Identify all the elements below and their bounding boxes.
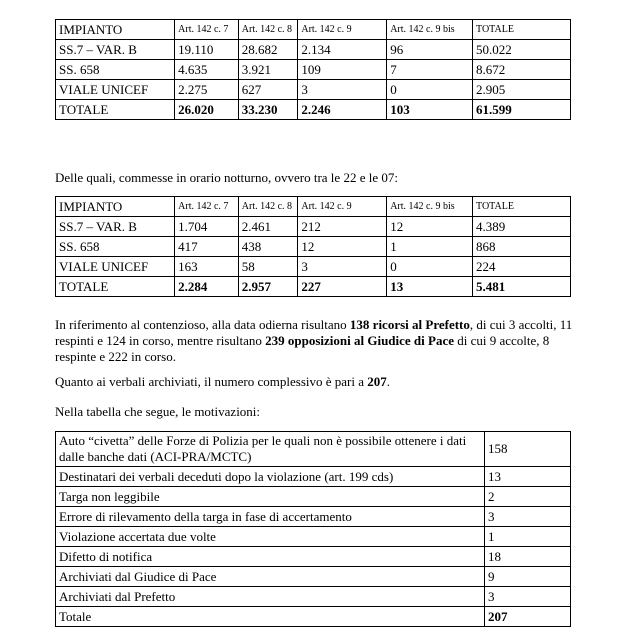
count-cell: 2 <box>485 487 571 507</box>
text-span: . <box>386 374 391 389</box>
table-cell: 8.672 <box>473 60 571 80</box>
table-cell: 12 <box>387 217 473 237</box>
table-cell: 1 <box>387 237 473 257</box>
table-cell: 868 <box>473 237 571 257</box>
night-violations-table <box>55 196 571 297</box>
table-row <box>56 432 571 467</box>
total-cell: 103 <box>387 100 473 120</box>
table-cell: 224 <box>473 257 571 277</box>
night-intro-text: Delle quali, commesse in orario notturno, ovvero tra le 22 e le 07: <box>55 170 398 185</box>
table-row <box>56 507 571 527</box>
header-cell: Art. 142 c. 7 <box>175 197 239 217</box>
table-cell: 28.682 <box>238 40 298 60</box>
total-cell: 26.020 <box>175 100 239 120</box>
table-row <box>56 40 571 60</box>
table-cell: SS. 658 <box>56 237 175 257</box>
header-cell: Art. 142 c. 7 <box>175 20 239 40</box>
header-cell: Art. 142 c. 9 <box>298 197 387 217</box>
table-row <box>56 217 571 237</box>
table-row <box>56 527 571 547</box>
table-cell: 627 <box>238 80 298 100</box>
bold-text: 239 opposizioni al Giudice di Pace <box>265 333 454 348</box>
table-cell: 4.389 <box>473 217 571 237</box>
text-span: In riferimento al contenzioso, alla data odierna risultano <box>55 317 350 332</box>
table-cell: 3 <box>298 257 387 277</box>
table-cell: 109 <box>298 60 387 80</box>
reason-cell: Auto “civetta” delle Forze di Polizia per le quali non è possibile ottenere i dati dalle banche dati (ACI-PRA/MCTC) <box>56 432 485 467</box>
table-cell: 1.704 <box>175 217 239 237</box>
reason-cell: Totale <box>56 607 485 627</box>
count-cell: 3 <box>485 587 571 607</box>
table-row <box>56 547 571 567</box>
total-cell: 61.599 <box>473 100 571 120</box>
total-cell: 33.230 <box>238 100 298 120</box>
total-cell: 2.957 <box>238 277 298 297</box>
bold-text: 207 <box>367 374 387 389</box>
table-row <box>56 60 571 80</box>
table-cell: 19.110 <box>175 40 239 60</box>
total-row <box>56 100 571 120</box>
table-row <box>56 467 571 487</box>
header-cell: Art. 142 c. 8 <box>238 20 298 40</box>
count-cell: 9 <box>485 567 571 587</box>
table-row <box>56 80 571 100</box>
count-cell: 18 <box>485 547 571 567</box>
table-cell: 50.022 <box>473 40 571 60</box>
table-cell: 2.461 <box>238 217 298 237</box>
header-cell: TOTALE <box>473 197 571 217</box>
reason-cell: Errore di rilevamento della targa in fase di accertamento <box>56 507 485 527</box>
count-cell: 158 <box>485 432 571 467</box>
table-cell: 96 <box>387 40 473 60</box>
table-cell: 2.275 <box>175 80 239 100</box>
count-cell: 13 <box>485 467 571 487</box>
table-cell: 3 <box>298 80 387 100</box>
table-row <box>56 487 571 507</box>
reason-cell: Archiviati dal Prefetto <box>56 587 485 607</box>
archived-paragraph <box>55 374 575 390</box>
reasons-table <box>55 431 571 627</box>
table-cell: 163 <box>175 257 239 277</box>
litigation-paragraph <box>55 317 575 365</box>
reason-cell: Archiviati dal Giudice di Pace <box>56 567 485 587</box>
total-cell: 2.246 <box>298 100 387 120</box>
header-cell: IMPIANTO <box>56 197 175 217</box>
reason-cell: Violazione accertata due volte <box>56 527 485 547</box>
header-cell: Art. 142 c. 8 <box>238 197 298 217</box>
table-cell: 58 <box>238 257 298 277</box>
table-row <box>56 587 571 607</box>
text-span: Quanto ai verbali archiviati, il numero complessivo è pari a <box>55 374 368 389</box>
count-cell: 3 <box>485 507 571 527</box>
violations-table <box>55 19 571 120</box>
header-cell: Art. 142 c. 9 <box>298 20 387 40</box>
total-row <box>56 277 571 297</box>
table-cell: SS. 658 <box>56 60 175 80</box>
table-row <box>56 257 571 277</box>
table-cell: SS.7 – VAR. B <box>56 217 175 237</box>
bold-text: 138 ricorsi al Prefetto <box>349 317 470 332</box>
table-cell: TOTALE <box>56 100 175 120</box>
table-cell: 7 <box>387 60 473 80</box>
total-cell: 5.481 <box>473 277 571 297</box>
table-cell: 3.921 <box>238 60 298 80</box>
reason-cell: Difetto di notifica <box>56 547 485 567</box>
reason-cell: Targa non leggibile <box>56 487 485 507</box>
table-cell: TOTALE <box>56 277 175 297</box>
table-cell: VIALE UNICEF <box>56 80 175 100</box>
text-span: di cui 9 accolte, 8 respinte e 222 in corso. <box>55 333 550 364</box>
table-cell: 212 <box>298 217 387 237</box>
table-cell: 12 <box>298 237 387 257</box>
table-cell: SS.7 – VAR. B <box>56 40 175 60</box>
table-cell: 0 <box>387 80 473 100</box>
total-cell: 2.284 <box>175 277 239 297</box>
header-cell: IMPIANTO <box>56 20 175 40</box>
table-cell: 0 <box>387 257 473 277</box>
text-span: , di cui 3 accolti, 11 respinti e 124 in corso, mentre risultano <box>55 317 573 348</box>
header-cell: Art. 142 c. 9 bis <box>387 20 473 40</box>
total-cell: 207 <box>485 607 571 627</box>
reason-cell: Destinatari dei verbali deceduti dopo la violazione (art. 199 cds) <box>56 467 485 487</box>
reasons-intro-text: Nella tabella che segue, le motivazioni: <box>55 404 261 419</box>
table-header-row <box>56 197 571 217</box>
table-cell: 438 <box>238 237 298 257</box>
total-cell: 227 <box>298 277 387 297</box>
total-row <box>56 607 571 627</box>
table-cell: 2.134 <box>298 40 387 60</box>
table-cell: 2.905 <box>473 80 571 100</box>
header-cell: Art. 142 c. 9 bis <box>387 197 473 217</box>
table-row <box>56 237 571 257</box>
header-cell: TOTALE <box>473 20 571 40</box>
table-cell: VIALE UNICEF <box>56 257 175 277</box>
table-row <box>56 567 571 587</box>
table-cell: 4.635 <box>175 60 239 80</box>
table-header-row <box>56 20 571 40</box>
count-cell: 1 <box>485 527 571 547</box>
table-cell: 417 <box>175 237 239 257</box>
total-cell: 13 <box>387 277 473 297</box>
